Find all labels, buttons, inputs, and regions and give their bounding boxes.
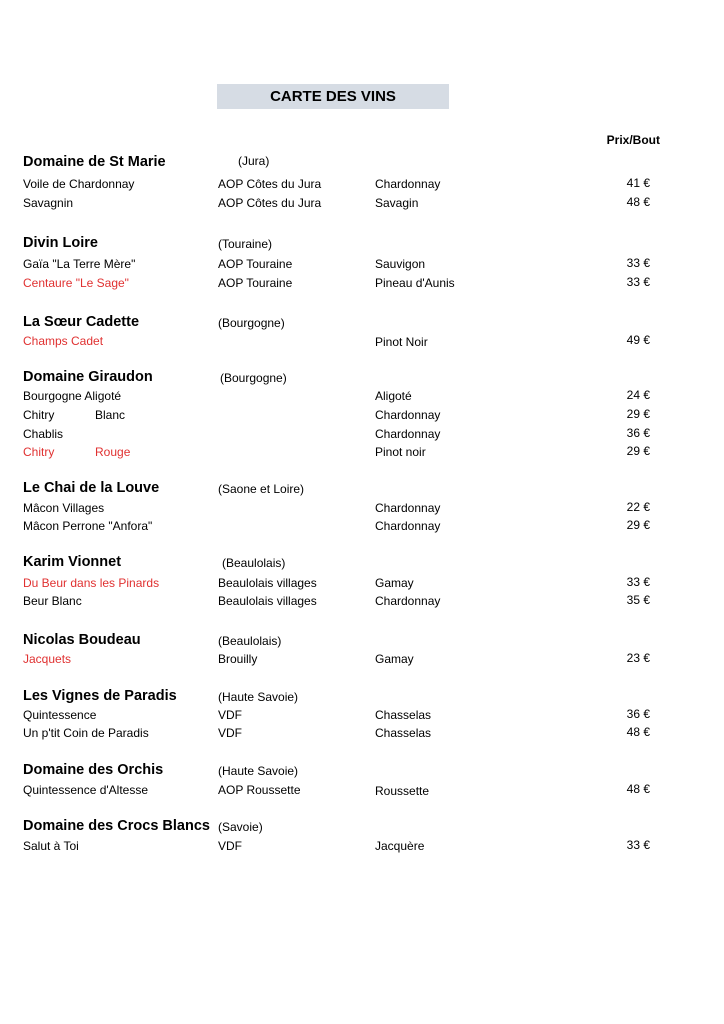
domain-region: (Beaulolais) <box>222 556 286 570</box>
domain-name: Karim Vionnet <box>23 554 122 570</box>
wine-name: Mâcon Villages <box>23 501 105 515</box>
wine-price: 22 € <box>626 500 650 514</box>
wine-grape: Pinot Noir <box>375 335 428 349</box>
wine-grape: Chasselas <box>375 708 432 722</box>
wine-appellation: AOP Côtes du Jura <box>218 177 322 191</box>
wine-price: 36 € <box>626 707 650 721</box>
domain-region: (Jura) <box>238 154 270 168</box>
wine-price: 36 € <box>626 426 650 440</box>
wine-grape: Chardonnay <box>375 177 441 191</box>
price-column-header: Prix/Bout <box>606 133 660 147</box>
domain-name: Domaine des Orchis <box>23 762 164 778</box>
domain-name: Domaine des Crocs Blancs <box>23 818 210 834</box>
domain-name: Divin Loire <box>23 235 98 251</box>
wine-grape: Aligoté <box>375 389 412 403</box>
wine-grape: Pinot noir <box>375 445 426 459</box>
wine-grape: Jacquère <box>375 839 425 853</box>
wine-appellation: AOP Côtes du Jura <box>218 196 322 210</box>
wine-appellation: VDF <box>218 708 242 722</box>
domain-name: Les Vignes de Paradis <box>23 688 177 704</box>
domain-region: (Haute Savoie) <box>218 764 299 778</box>
wine-name: Quintessence d'Altesse <box>23 783 149 797</box>
wine-color: Blanc <box>95 408 126 422</box>
wine-name: Jacquets <box>23 652 72 666</box>
wine-grape: Chardonnay <box>375 594 441 608</box>
wine-price: 29 € <box>626 518 650 532</box>
wine-name: Savagnin <box>23 196 74 210</box>
wine-grape: Savagin <box>375 196 419 210</box>
wine-name: Salut à Toi <box>23 839 79 853</box>
wine-price: 33 € <box>626 575 650 589</box>
wine-appellation: VDF <box>218 839 242 853</box>
wine-price: 29 € <box>626 444 650 458</box>
wine-price: 23 € <box>626 651 650 665</box>
domain-name: Le Chai de la Louve <box>23 480 160 496</box>
wine-name: Chitry <box>23 408 55 422</box>
wine-grape: Pineau d'Aunis <box>375 276 455 290</box>
wine-appellation: AOP Touraine <box>218 276 293 290</box>
wine-price: 33 € <box>626 256 650 270</box>
wine-name: Beur Blanc <box>23 594 82 608</box>
wine-grape: Chardonnay <box>375 408 441 422</box>
wine-name: Champs Cadet <box>23 334 104 348</box>
wine-price: 49 € <box>626 333 650 347</box>
page-title: CARTE DES VINS <box>217 84 449 109</box>
wine-name: Du Beur dans les Pinards <box>23 576 160 590</box>
domain-region: (Savoie) <box>218 820 263 834</box>
wine-price: 33 € <box>626 275 650 289</box>
wine-grape: Gamay <box>375 652 414 666</box>
wine-name: Voile de Chardonnay <box>23 177 135 191</box>
domain-region: (Beaulolais) <box>218 634 282 648</box>
wine-name: Chablis <box>23 427 64 441</box>
wine-grape: Chardonnay <box>375 427 441 441</box>
wine-appellation: VDF <box>218 726 242 740</box>
wine-price: 48 € <box>626 725 650 739</box>
wine-grape: Chardonnay <box>375 519 441 533</box>
wine-price: 24 € <box>626 388 650 402</box>
wine-price: 41 € <box>626 176 650 190</box>
domain-region: (Touraine) <box>218 237 273 251</box>
wine-price: 29 € <box>626 407 650 421</box>
wine-name: Mâcon Perrone "Anfora" <box>23 519 153 533</box>
wine-appellation: Beaulolais villages <box>218 576 317 590</box>
domain-name: La Sœur Cadette <box>23 314 140 330</box>
wine-price: 48 € <box>626 782 650 796</box>
wine-name: Chitry <box>23 445 55 459</box>
wine-appellation: Beaulolais villages <box>218 594 317 608</box>
wine-appellation: Brouilly <box>218 652 258 666</box>
wine-name: Un p'tit Coin de Paradis <box>23 726 149 740</box>
wine-grape: Chasselas <box>375 726 432 740</box>
domain-region: (Bourgogne) <box>218 316 285 330</box>
domain-region: (Haute Savoie) <box>218 690 299 704</box>
wine-name: Bourgogne Aligoté <box>23 389 122 403</box>
wine-name: Centaure "Le Sage" <box>23 276 129 290</box>
wine-grape: Chardonnay <box>375 501 441 515</box>
wine-price: 35 € <box>626 593 650 607</box>
domain-region: (Bourgogne) <box>220 371 287 385</box>
wine-appellation: AOP Roussette <box>218 783 301 797</box>
domain-name: Nicolas Boudeau <box>23 632 141 648</box>
wine-grape: Gamay <box>375 576 414 590</box>
wine-color: Rouge <box>95 445 131 459</box>
wine-grape: Sauvigon <box>375 257 426 271</box>
wine-name: Gaïa "La Terre Mère" <box>23 257 136 271</box>
domain-name: Domaine Giraudon <box>23 369 153 385</box>
wine-appellation: AOP Touraine <box>218 257 293 271</box>
wine-name: Quintessence <box>23 708 97 722</box>
domain-name: Domaine de St Marie <box>23 154 166 170</box>
wine-price: 33 € <box>626 838 650 852</box>
wine-grape: Roussette <box>375 784 430 798</box>
domain-region: (Saone et Loire) <box>218 482 305 496</box>
wine-price: 48 € <box>626 195 650 209</box>
